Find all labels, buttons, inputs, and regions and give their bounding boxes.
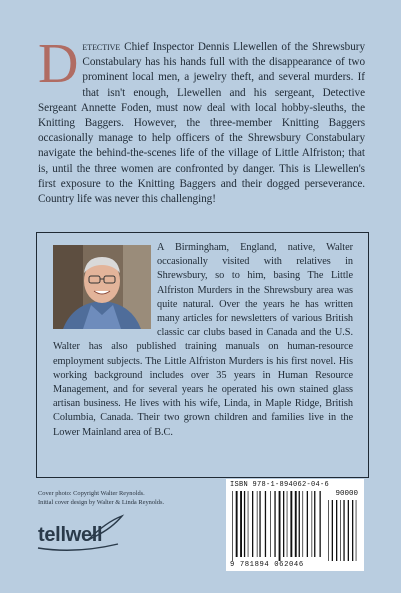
blurb-first-word: etective	[82, 41, 121, 53]
cover-credits	[38, 489, 238, 507]
drop-cap: D	[38, 33, 79, 95]
author-bio	[53, 241, 353, 440]
barcode-bar	[265, 491, 266, 557]
barcode-bar	[343, 500, 344, 561]
barcode-bar	[302, 491, 303, 557]
book-blurb	[38, 33, 365, 207]
ean-left: 781894	[239, 561, 270, 569]
barcode-bar	[290, 491, 292, 557]
barcode-bar	[236, 491, 238, 557]
barcode-bar	[252, 491, 253, 557]
publisher-name: tellwell	[38, 524, 103, 546]
barcode-bar	[356, 500, 357, 561]
barcode-bar	[299, 491, 300, 557]
barcode-bar	[248, 491, 249, 557]
price-code: 90000	[335, 490, 358, 498]
barcode-bar	[244, 491, 245, 557]
author-bio-box	[36, 232, 369, 478]
photo-credit: Cover photo: Copyright Walter Reynolds.	[38, 490, 145, 497]
blurb-text: Chief Inspector Dennis Llewellen of the Shrewsbury Constabulary has his hands full with the disappearance of two prominent local men, a jewelry theft, and several murders. If that isn't enough, Llewellen and his sergeant, Detective Sergeant Annette Foden, must now deal with local hobby-sleuths, the Knitting Baggers. However, the three-member Knitting Baggers occasionally manage to help officers of the Shrewsbury Constabulary navigate the behind-the-scenes life of the village of Little Alfriston; that is, until the three women are confronted by danger. This is Llewellen's first exposure to the Knitting Baggers and their dogged perseverance. Country life was never this challenging!	[38, 41, 365, 206]
addon-barcode-icon	[328, 500, 360, 561]
barcode-bar	[352, 500, 353, 561]
barcode-bar	[274, 491, 275, 557]
barcode-bar	[328, 500, 329, 561]
ean-digits	[230, 561, 304, 569]
barcode-bar	[312, 491, 313, 557]
author-bio-text: A Birmingham, England, native, Walter occasionally visited with relatives in Shrewsbury, so to him, basing The Little Alfriston Murders in the Shrewsbury area was quite natural. Over the years he has written many articles for newsletters of various British classic car clubs based in Canada and the U.S. Walter has also published training manuals on human-resource employment subjects. The Little Alfriston Murders is his first novel. His working background includes over 35 years in Human Resource Management, and for several years he operated his own stained glass artisan business. He lives with his wife, Linda, in Maple Ridge, British Columbia, Canada. Their two grown children and families live in the Lower Mainland area of B.C.	[53, 242, 353, 438]
barcode-bar	[336, 500, 337, 561]
barcode-bar	[270, 491, 271, 557]
ean-prefix: 9	[230, 561, 235, 569]
barcode-bar	[259, 491, 260, 557]
barcode-bar	[287, 491, 288, 557]
barcode-bar	[257, 491, 258, 557]
design-credit: Initial cover design by Walter & Linda Reynolds.	[38, 499, 165, 506]
ean-right: 062046	[274, 561, 304, 569]
barcode-bar	[320, 491, 321, 557]
barcode-bar	[314, 491, 315, 557]
barcode-bar	[295, 491, 297, 557]
isbn-barcode	[226, 479, 364, 571]
isbn-number: ISBN 978-1-894062-04-6	[230, 481, 330, 489]
barcode-bar	[279, 491, 281, 561]
ean-barcode-icon	[232, 491, 326, 561]
barcode-bar	[232, 491, 233, 561]
barcode-bar	[283, 491, 284, 557]
barcode-bar	[332, 500, 333, 561]
publisher-logo	[36, 514, 126, 554]
barcode-bar	[340, 500, 341, 561]
barcode-bar	[307, 491, 308, 557]
barcode-bar	[348, 500, 349, 561]
barcode-bar	[240, 491, 242, 557]
